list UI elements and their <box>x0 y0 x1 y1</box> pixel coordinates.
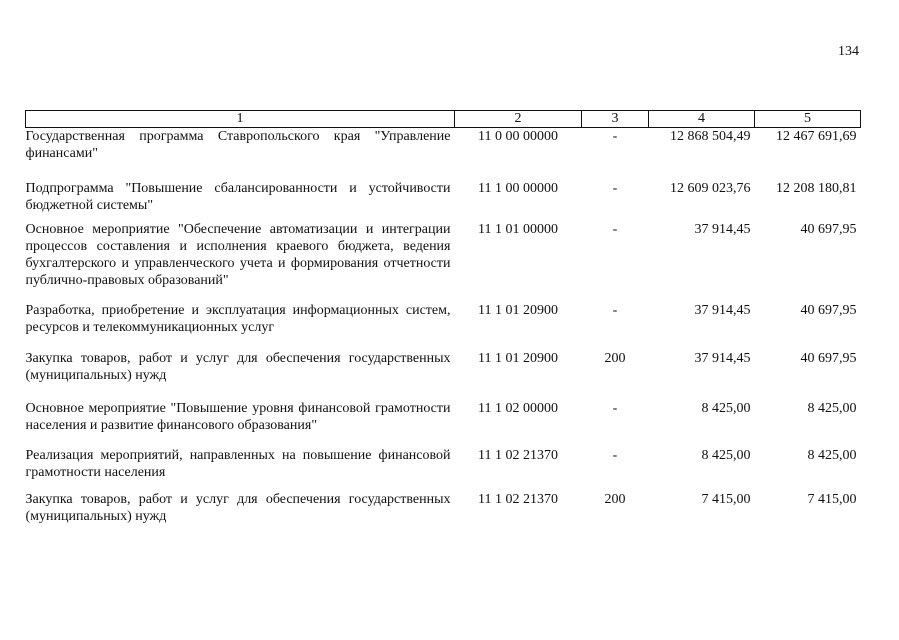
column-header-3: 3 <box>582 111 649 128</box>
row-expense-type: - <box>612 221 618 237</box>
row-expense-type: - <box>612 129 618 144</box>
row-name: Основное мероприятие "Повышение уровня финансовой грамотности населения и развитие финансового образования" <box>25 400 451 433</box>
row-amount-col4: 37 914,45 <box>694 221 751 237</box>
row-amount-col4: 37 914,45 <box>694 350 751 366</box>
row-amount-col4: 8 425,00 <box>701 447 751 463</box>
row-name: Закупка товаров, работ и услуг для обеспечения государственных (муниципальных) нужд <box>25 491 451 524</box>
row-code: 11 1 01 00000 <box>478 221 558 237</box>
column-header-5: 5 <box>755 111 861 128</box>
table-row <box>26 400 861 447</box>
row-amount-col5: 12 208 180,81 <box>776 180 857 196</box>
row-expense-type: - <box>612 302 618 318</box>
column-header-2: 2 <box>455 111 582 128</box>
row-name: Государственная программа Ставропольского края "Управление финансами" <box>25 129 451 161</box>
row-code: 11 1 00 00000 <box>478 180 558 196</box>
row-expense-type: - <box>612 400 618 416</box>
row-expense-type: 200 <box>604 350 626 366</box>
header-row <box>26 111 861 128</box>
table-row <box>26 447 861 491</box>
row-amount-col5: 40 697,95 <box>800 221 857 237</box>
row-amount-col5: 8 425,00 <box>807 400 857 416</box>
row-code: 11 1 02 21370 <box>478 491 558 507</box>
row-code: 11 1 01 20900 <box>478 302 558 318</box>
row-name: Разработка, приобретение и эксплуатация информационных систем, ресурсов и телекоммуникационных услуг <box>25 302 451 335</box>
row-name: Реализация мероприятий, направленных на повышение финансовой грамотности населения <box>25 447 451 480</box>
row-amount-col4: 12 868 504,49 <box>670 129 751 144</box>
row-code: 11 1 01 20900 <box>478 350 558 366</box>
row-name: Закупка товаров, работ и услуг для обеспечения государственных (муниципальных) нужд <box>25 350 451 383</box>
row-amount-col5: 40 697,95 <box>800 350 857 366</box>
row-name: Подпрограмма "Повышение сбалансированности и устойчивости бюджетной системы" <box>25 180 451 213</box>
row-expense-type: - <box>612 180 618 196</box>
column-header-1: 1 <box>26 111 455 128</box>
row-code: 11 1 02 21370 <box>478 447 558 463</box>
budget-table <box>25 110 861 531</box>
row-amount-col5: 8 425,00 <box>807 447 857 463</box>
table-row <box>26 350 861 400</box>
table-row <box>26 302 861 350</box>
row-expense-type: - <box>612 447 618 463</box>
row-amount-col4: 8 425,00 <box>701 400 751 416</box>
page-number: 134 <box>838 44 859 59</box>
row-name: Основное мероприятие "Обеспечение автоматизации и интеграции процессов составления и исполнения краевого бюджета, ведения бухгалтерского и управленческого учета и формирования отчетности публично-правовых образований" <box>25 221 451 288</box>
table-row <box>26 491 861 531</box>
row-amount-col4: 7 415,00 <box>701 491 751 507</box>
row-amount-col5: 12 467 691,69 <box>776 129 857 144</box>
table-row <box>26 180 861 221</box>
row-code: 11 1 02 00000 <box>478 400 558 416</box>
row-amount-col4: 12 609 023,76 <box>670 180 751 196</box>
column-header-4: 4 <box>649 111 755 128</box>
row-code: 11 0 00 00000 <box>478 129 558 144</box>
row-expense-type: 200 <box>604 491 626 507</box>
row-amount-col4: 37 914,45 <box>694 302 751 318</box>
row-amount-col5: 40 697,95 <box>800 302 857 318</box>
table-row <box>26 128 861 180</box>
table-row <box>26 221 861 302</box>
row-amount-col5: 7 415,00 <box>807 491 857 507</box>
